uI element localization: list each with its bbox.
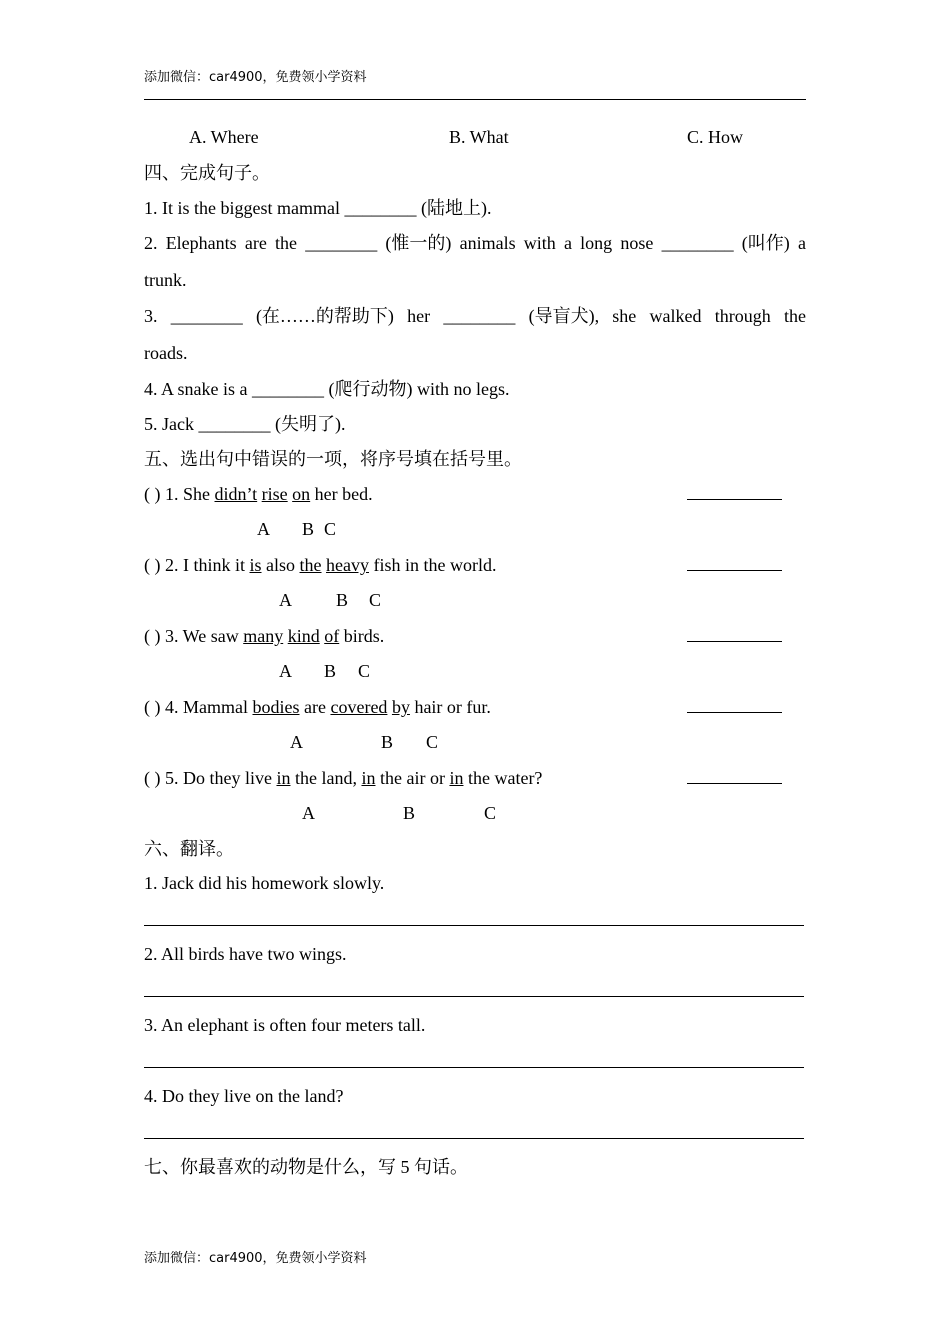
section5-q4: ( ) 4. Mammal bodies are covered by hair or fur. [144,697,491,717]
section4-q4: 4. A snake is a ________ (爬行动物) with no legs. [144,379,510,399]
section4-q5: 5. Jack ________ (失明了). [144,414,346,434]
answer-blank[interactable] [687,499,782,500]
section5-q2: ( ) 2. I think it is also the heavy fish in the world. [144,555,497,575]
letter-a: A [302,803,315,823]
option-b: B. What [449,127,509,147]
option-a: A. Where [189,127,259,147]
letter-c: C [484,803,497,823]
section6-title: 六、翻译。 [144,839,234,859]
answer-line[interactable] [144,1138,804,1139]
answer-line[interactable] [144,1067,804,1068]
section4-q2-line2: trunk. [144,270,187,290]
answer-blank[interactable] [687,641,782,642]
section6-q4: 4. Do they live on the land? [144,1086,344,1106]
letter-a: A [257,519,270,539]
section4-q1: 1. It is the biggest mammal ________ (陆地上). [144,198,492,218]
letter-b: B [403,803,416,823]
section5-q1: ( ) 1. She didn’t rise on her bed. [144,484,373,504]
section6-q2: 2. All birds have two wings. [144,944,347,964]
answer-blank[interactable] [687,712,782,713]
letter-b: B [324,661,337,681]
section5-title: 五、选出句中错误的一项，将序号填在括号里。 [144,449,522,469]
letter-c: C [369,590,382,610]
letter-c: C [324,519,337,539]
letter-a: A [279,590,292,610]
letter-b: B [302,519,315,539]
page-header: 添加微信：car4900，免费领小学资料 [144,70,367,85]
section7-title: 七、你最喜欢的动物是什么，写 5 句话。 [144,1157,468,1177]
section4-q3-line2: roads. [144,343,188,363]
section6-q1: 1. Jack did his homework slowly. [144,873,385,893]
answer-line[interactable] [144,925,804,926]
answer-blank[interactable] [687,570,782,571]
section5-q5: ( ) 5. Do they live in the land, in the air or in the water? [144,768,543,788]
option-c: C. How [687,127,744,147]
page-footer: 添加微信：car4900，免费领小学资料 [144,1251,367,1266]
section5-q3: ( ) 3. We saw many kind of birds. [144,626,385,646]
letter-c: C [426,732,439,752]
section4-q3-line1: 3. ________ (在……的帮助下) her ________ (导盲犬), she walked through the [144,306,806,326]
letter-a: A [279,661,292,681]
letter-a: A [290,732,303,752]
letter-c: C [358,661,371,681]
section4-q2-line1: 2. Elephants are the ________ (惟一的) animals with a long nose ________ (叫作) a [144,233,806,253]
header-rule [144,99,806,100]
letter-b: B [336,590,349,610]
letter-b: B [381,732,394,752]
section6-q3: 3. An elephant is often four meters tall. [144,1015,426,1035]
section4-title: 四、完成句子。 [144,163,270,183]
answer-line[interactable] [144,996,804,997]
answer-blank[interactable] [687,783,782,784]
